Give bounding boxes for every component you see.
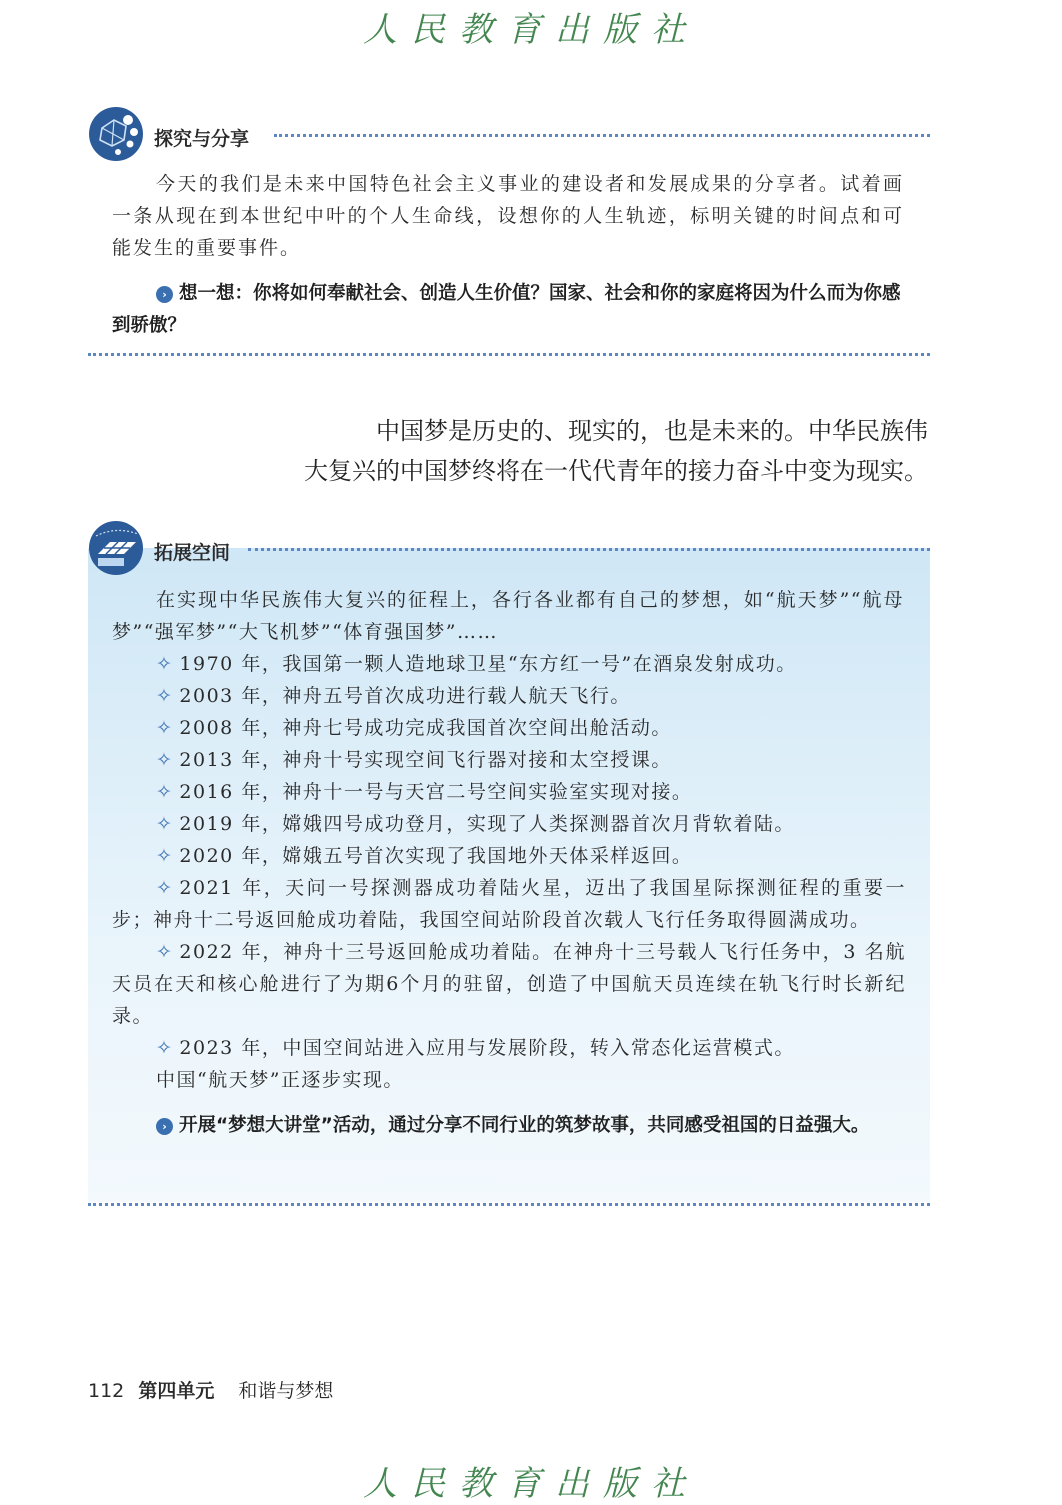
milestone-item: ✧ 2008 年，神舟七号成功完成我国首次空间出舱活动。 [156, 717, 672, 739]
explore-title: 探究与分享 [154, 128, 250, 150]
diamond-bullet-icon: ✧ [156, 653, 174, 675]
explore-prompt-text: 想一想：你将如何奉献社会、创造人生价值？国家、社会和你的家庭将因为什么而为你感到骄傲？ [112, 283, 901, 336]
arrow-bullet-icon: › [156, 286, 173, 303]
diamond-bullet-icon: ✧ [156, 1037, 174, 1059]
solar-panel-icon [88, 520, 144, 576]
diamond-bullet-icon: ✧ [156, 717, 174, 739]
explore-body: 今天的我们是未来中国特色社会主义事业的建设者和发展成果的分享者。试着画一条从现在到本世纪中叶的个人生命线，设想你的人生轨迹，标明关键的时间点和可能发生的重要事件。 [112, 173, 904, 259]
expand-prompt-text: 开展“梦想大讲堂”活动，通过分享不同行业的筑梦故事，共同感受祖国的日益强大。 [179, 1115, 870, 1136]
explore-bottom-divider [88, 353, 930, 356]
publisher-watermark-top: 人民教育出版社 [363, 10, 699, 50]
diamond-bullet-icon: ✧ [156, 941, 174, 963]
diamond-bullet-icon: ✧ [156, 781, 174, 803]
unit-label: 第四单元 [138, 1380, 215, 1402]
expand-prompt [112, 1110, 906, 1142]
diamond-bullet-icon: ✧ [156, 685, 174, 707]
quote-line-2: 大复兴的中国梦终将在一代代青年的接力奋斗中变为现实。 [304, 457, 928, 485]
milestone-item: ✧ 2003 年，神舟五号首次成功进行载人航天飞行。 [156, 685, 631, 707]
expand-title: 拓展空间 [154, 542, 231, 564]
diamond-bullet-icon: ✧ [156, 813, 174, 835]
molecule-icon [88, 106, 144, 162]
expand-intro: 在实现中华民族伟大复兴的征程上，各行各业都有自己的梦想，如“航天梦”“航母梦”“强军梦”“大飞机梦”“体育强国梦”…… [112, 589, 904, 643]
milestone-list [112, 648, 906, 1096]
explore-prompt [112, 278, 906, 342]
page-footer [88, 1376, 333, 1403]
expand-header-divider [248, 548, 930, 551]
quote-line-1: 中国梦是历史的、现实的，也是未来的。中华民族伟 [376, 417, 928, 445]
milestone-item: ✧ 2023 年，中国空间站进入应用与发展阶段，转入常态化运营模式。 [156, 1037, 795, 1059]
milestone-item: ✧ 2019 年，嫦娥四号成功登月，实现了人类探测器首次月背软着陆。 [156, 813, 795, 835]
diamond-bullet-icon: ✧ [156, 877, 174, 899]
publisher-watermark-bottom: 人民教育出版社 [363, 1464, 699, 1504]
milestone-item: ✧ 2013 年，神舟十号实现空间飞行器对接和太空授课。 [156, 749, 672, 771]
page-number: 112 [88, 1380, 125, 1402]
milestone-item: ✧ 2021 年，天问一号探测器成功着陆火星，迈出了我国星际探测征程的重要一步；神舟十二号返回舱成功着陆，我国空间站阶段首次载人飞行任务取得圆满成功。 [112, 877, 906, 931]
diamond-bullet-icon: ✧ [156, 845, 174, 867]
milestone-item: ✧ 1970 年，我国第一颗人造地球卫星“东方红一号”在酒泉发射成功。 [156, 653, 797, 675]
diamond-bullet-icon: ✧ [156, 749, 174, 771]
milestone-closing: 中国“航天梦”正逐步实现。 [156, 1069, 404, 1091]
explore-header-divider [274, 134, 930, 137]
milestone-item: ✧ 2020 年，嫦娥五号首次实现了我国地外天体采样返回。 [156, 845, 693, 867]
milestone-item: ✧ 2016 年，神舟十一号与天宫二号空间实验室实现对接。 [156, 781, 693, 803]
unit-title: 和谐与梦想 [238, 1380, 334, 1402]
expand-section-header [88, 520, 930, 580]
explore-section-header [88, 106, 930, 166]
milestone-item: ✧ 2022 年，神舟十三号返回舱成功着陆。在神舟十三号载人飞行任务中，3 名航天员在天和核心舱进行了为期6个月的驻留，创造了中国航天员连续在轨飞行时长新纪录。 [112, 941, 906, 1027]
arrow-bullet-icon: › [156, 1118, 173, 1135]
expand-bottom-divider [88, 1203, 930, 1206]
